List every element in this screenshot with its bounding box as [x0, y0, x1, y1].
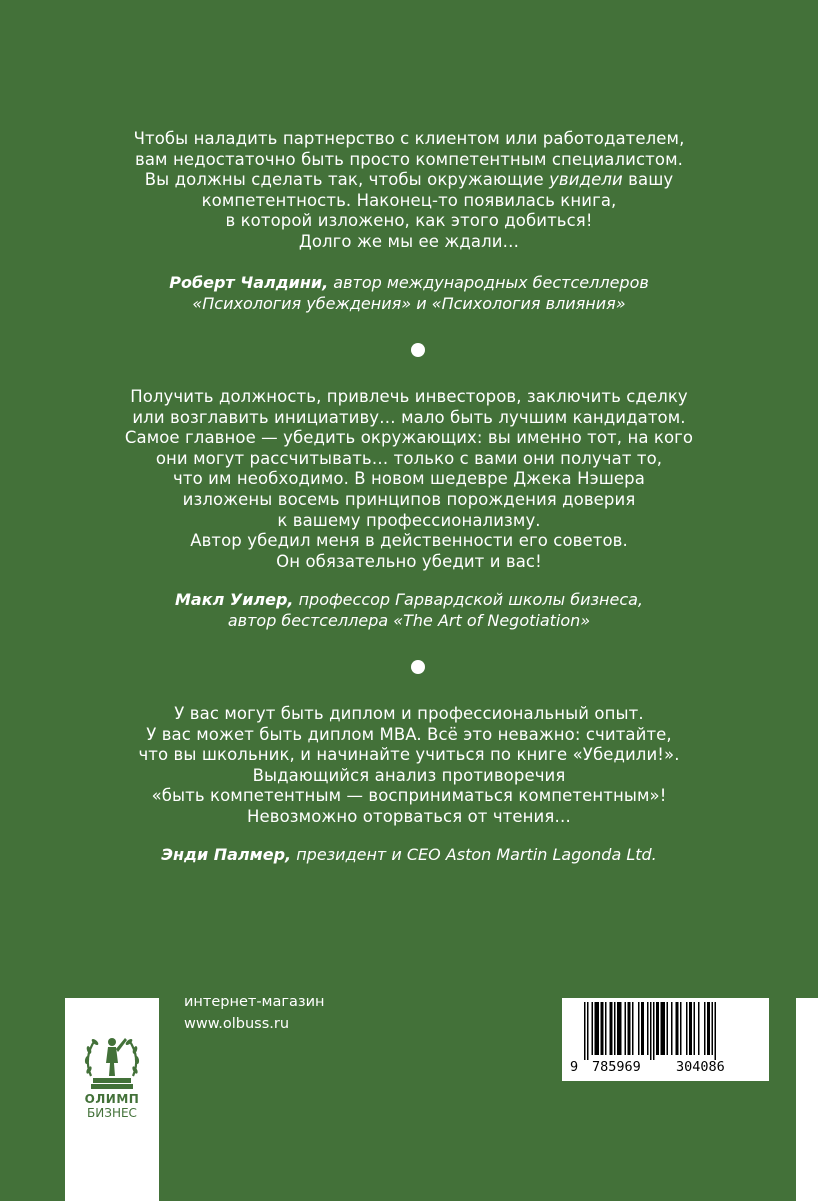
barcode-digit-lead: 9 — [570, 1059, 579, 1075]
barcode-bar — [632, 1002, 634, 1055]
quote-line: в которой изложено, как этого добиться! — [225, 211, 593, 231]
shop-label: интернет-магазин — [184, 994, 325, 1010]
barcode-digits — [562, 1059, 769, 1079]
barcode — [562, 998, 769, 1081]
attribution-line: «Психология убеждения» и «Психология влияния» — [192, 293, 626, 313]
quote-line — [0, 170, 818, 191]
barcode-bar — [712, 1002, 714, 1055]
barcode-bar — [704, 1002, 706, 1055]
quote-line: У вас может быть диплом MBA. Всё это неважно: считайте, — [146, 724, 672, 744]
quote-line-part: вашу — [622, 170, 674, 190]
attribution-palmer — [0, 845, 818, 866]
right-panel — [796, 998, 818, 1201]
barcode-bar — [638, 1002, 640, 1055]
barcode-bar — [601, 1002, 604, 1055]
attribution-line — [0, 845, 818, 866]
barcode-bar — [610, 1002, 613, 1055]
author-name: Макл Уилер, — [174, 590, 294, 609]
barcode-bar — [671, 1002, 673, 1055]
barcode-bar — [628, 1002, 631, 1055]
quote-line: У вас могут быть диплом и профессиональный опыт. — [174, 704, 644, 723]
attribution-cialdini — [0, 273, 818, 314]
barcode-bar — [689, 1002, 692, 1055]
author-desc: автор международных бестселлеров — [328, 273, 649, 292]
logo-sub: БИЗНЕС — [87, 1106, 137, 1120]
quote-emphasis: увидели — [549, 170, 623, 190]
barcode-bar — [656, 1002, 659, 1055]
separator-dot — [411, 343, 425, 357]
quote-line: Выдающийся анализ противоречия — [252, 765, 566, 785]
barcode-bar — [641, 1002, 644, 1055]
barcode-bar — [587, 1002, 589, 1060]
attribution-line — [0, 273, 818, 294]
author-desc: профессор Гарвардской школы бизнеса, — [293, 590, 644, 609]
barcode-bar — [617, 1002, 622, 1055]
barcode-bar — [698, 1002, 700, 1055]
quote-line: изложены восемь принципов порождения доверия — [182, 489, 636, 509]
barcode-bar — [614, 1002, 616, 1055]
quote-line-part: Вы должны сделать так, чтобы окружающие — [144, 170, 550, 190]
barcode-bar — [647, 1002, 649, 1055]
barcode-digits-left: 785969 — [592, 1059, 641, 1075]
barcode-bar — [592, 1002, 594, 1055]
quote-line: что им необходимо. В новом шедевре Джека Нэшера — [173, 469, 645, 489]
barcode-bar — [595, 1002, 600, 1055]
barcode-bar — [686, 1002, 688, 1055]
barcode-bar — [584, 1002, 586, 1060]
quote-line: Он обязательно убедит и вас! — [276, 551, 542, 571]
attribution-line: автор бестселлера «The Art of Negotiation» — [227, 610, 591, 630]
quote-line: что вы школьник, и начинайте учиться по книге «Убедили!». — [138, 745, 680, 765]
quote-line: Долго же мы ее ждали… — [298, 231, 520, 251]
barcode-bar — [676, 1002, 679, 1055]
logo-name: ОЛИМП — [84, 1092, 140, 1106]
quote-line: Получить должность, привлечь инвесторов, заключить сделку — [130, 387, 688, 406]
barcode-bar — [650, 1002, 652, 1060]
logo-panel — [65, 998, 159, 1201]
quote-cialdini — [0, 129, 818, 253]
separator-dot — [411, 660, 425, 674]
barcode-bar — [625, 1002, 627, 1055]
attribution-wheeler — [0, 590, 818, 631]
quote-wheeler — [0, 387, 818, 572]
quote-line: Самое главное — убедить окружающих: вы именно тот, на кого — [124, 428, 694, 448]
barcode-bars — [562, 998, 769, 1060]
attribution-line — [0, 590, 818, 611]
barcode-digits-right: 304086 — [676, 1059, 725, 1075]
quote-line: Невозможно оторваться от чтения… — [247, 806, 571, 826]
author-name: Энди Палмер, — [161, 845, 292, 864]
barcode-bar — [661, 1002, 666, 1055]
barcode-bar — [715, 1002, 717, 1060]
quote-line: «быть компетентным — восприниматься компетентным»! — [151, 786, 667, 806]
quote-line: они могут рассчитывать… только с вами они получат то, — [155, 448, 663, 468]
quote-line: вам недостаточно быть просто компетентным специалистом. — [135, 149, 683, 169]
quote-line: компетентность. Наконец-то появилась книга, — [201, 190, 617, 210]
barcode-bar — [694, 1002, 696, 1055]
author-name: Роберт Чалдини, — [169, 273, 329, 292]
quote-line: Автор убедил меня в действенности его советов. — [190, 531, 628, 551]
barcode-bar — [680, 1002, 682, 1055]
barcode-bar — [707, 1002, 710, 1055]
quote-line: Чтобы наладить партнерство с клиентом или работодателем, — [133, 129, 685, 148]
quote-palmer — [0, 704, 818, 828]
quote-line: к вашему профессионализму. — [277, 510, 541, 530]
quote-line: или возглавить инициативу… мало быть лучшим кандидатом. — [132, 407, 686, 427]
shop-url[interactable]: www.olbuss.ru — [184, 1016, 290, 1032]
barcode-bar — [605, 1002, 607, 1055]
barcode-bar — [653, 1002, 655, 1060]
author-desc: президент и CEO Aston Martin Lagonda Ltd. — [291, 845, 657, 864]
barcode-bar — [667, 1002, 669, 1055]
